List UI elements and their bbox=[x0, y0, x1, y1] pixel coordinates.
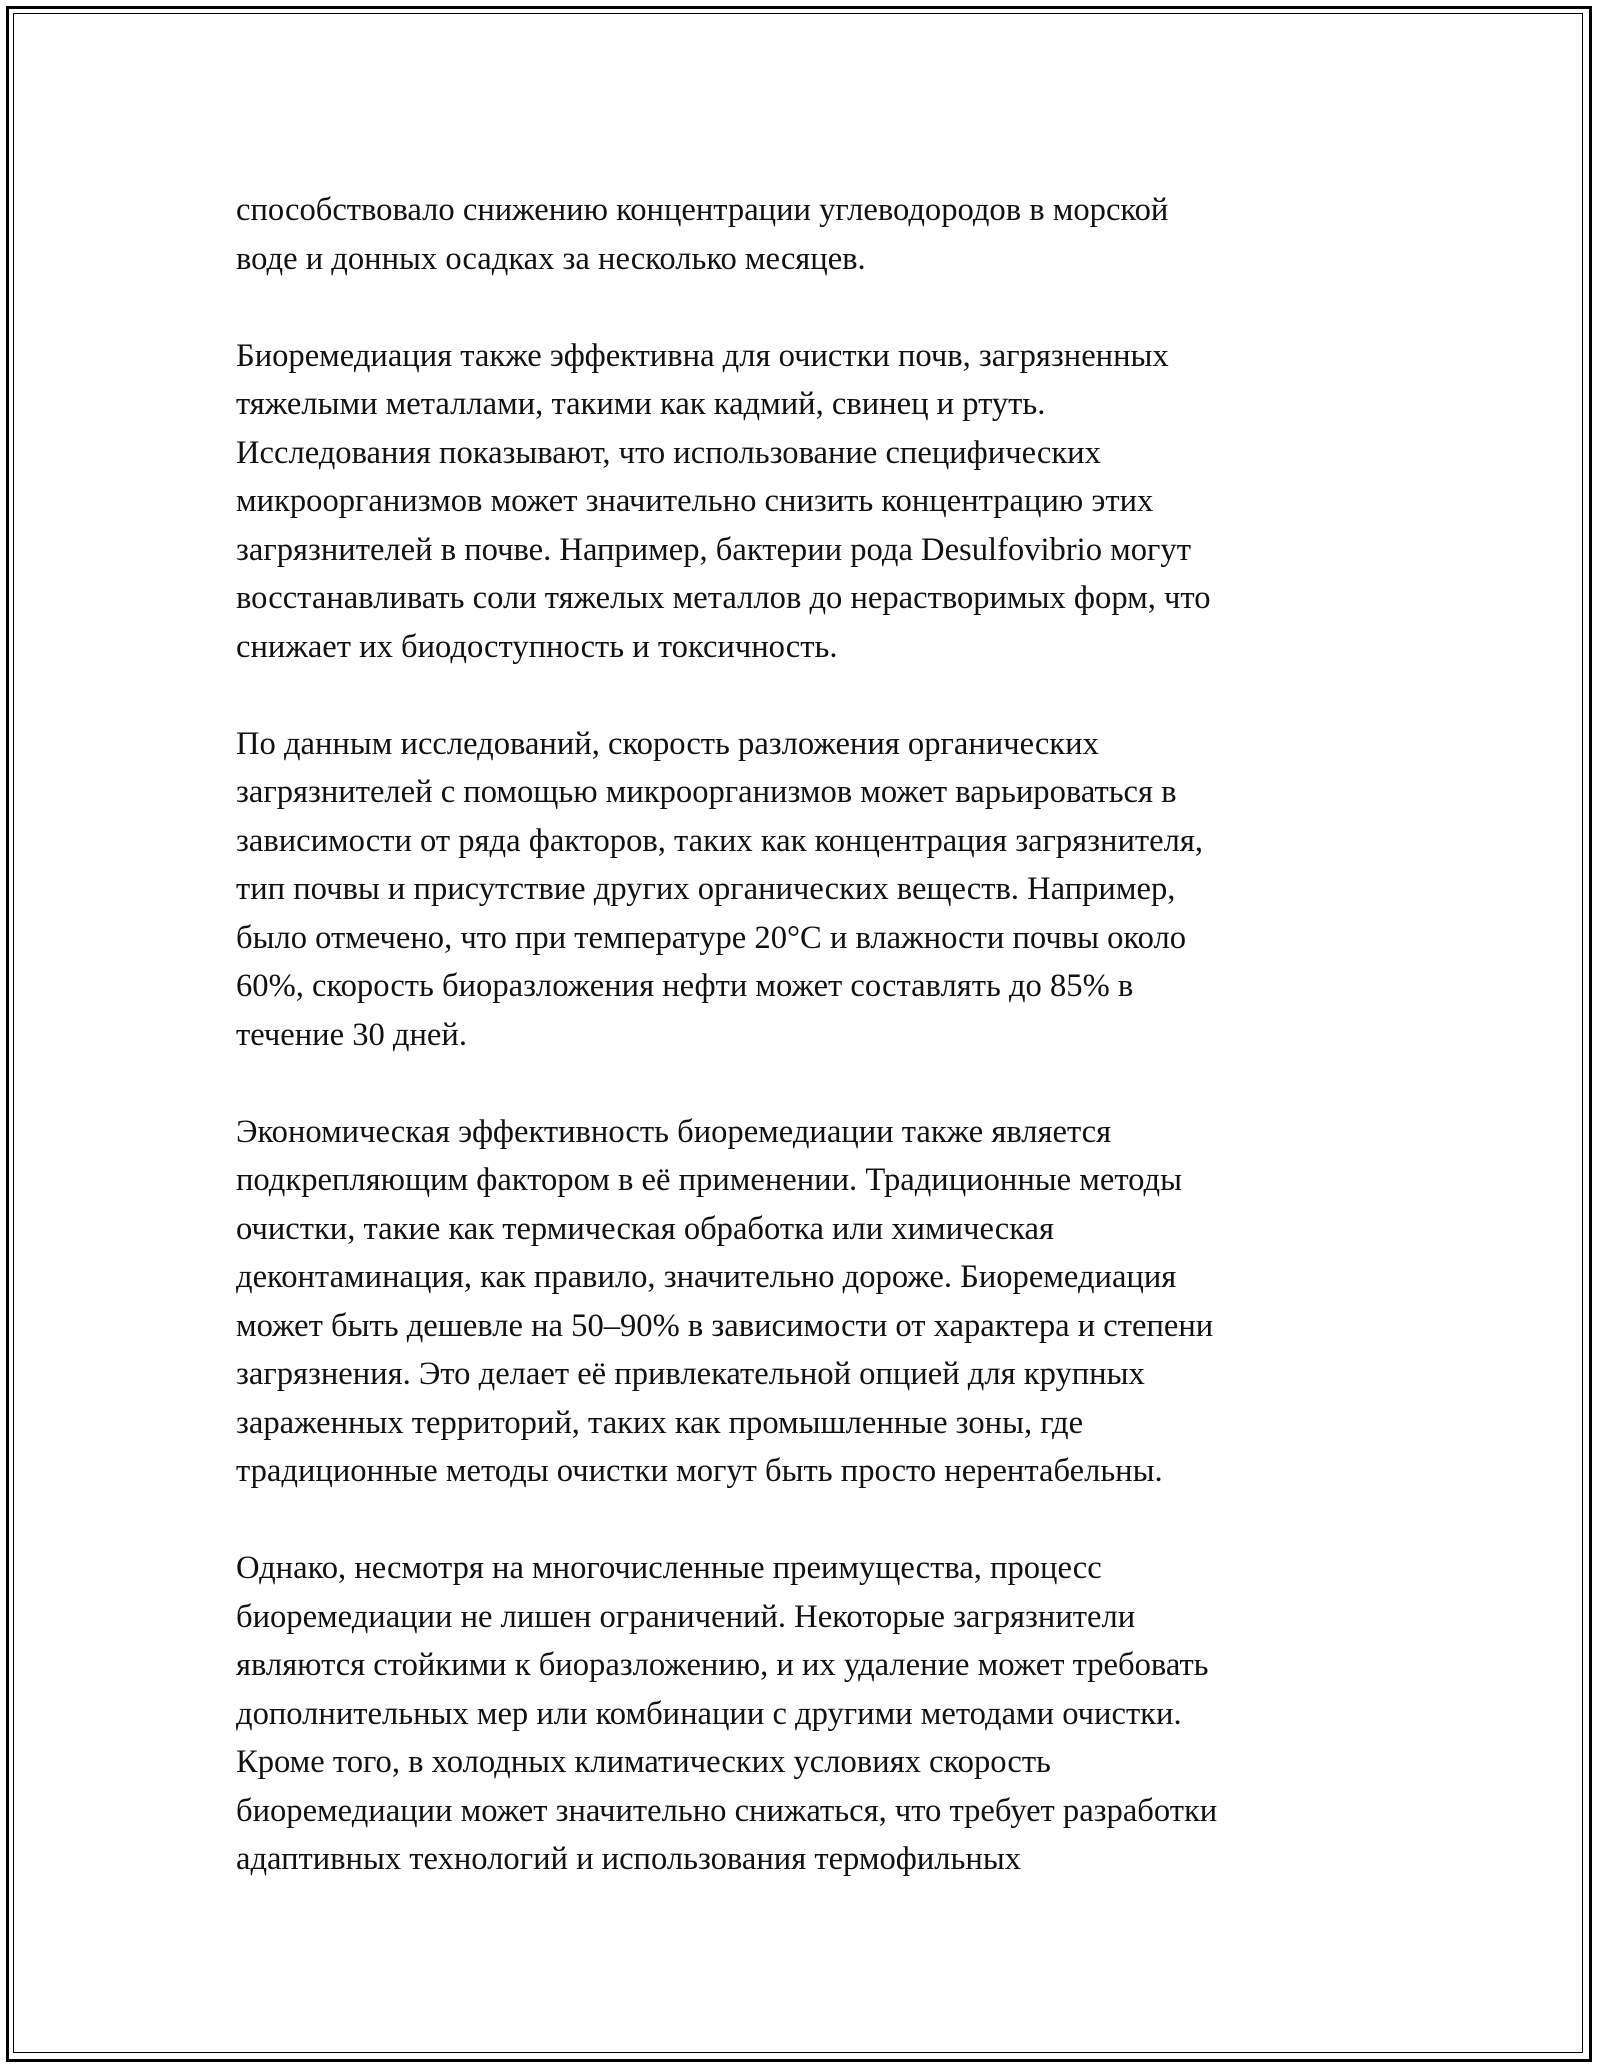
text-line: загрязнителей в почве. Например, бактерии рода Desulfovibrio могут bbox=[236, 531, 1191, 568]
document-body bbox=[236, 186, 1356, 1932]
text-line: снижает их биодоступность и токсичность. bbox=[236, 628, 838, 665]
text-line: тяжелыми металлами, такими как кадмий, свинец и ртуть. bbox=[236, 386, 1046, 422]
text-line: Кроме того, в холодных климатических условиях скорость bbox=[236, 1744, 1051, 1780]
text-line: Экономическая эффективность биоремедиации также является bbox=[236, 1113, 1112, 1150]
paragraph-4 bbox=[236, 1108, 1356, 1496]
text-line: деконтаминация, как правило, значительно дороже. Биоремедиация bbox=[236, 1259, 1177, 1295]
text-line: биоремедиации может значительно снижаться, что требует разработки bbox=[236, 1792, 1218, 1829]
text-line: загрязнения. Это делает её привлекательной опцией для крупных bbox=[236, 1356, 1145, 1392]
text-line: являются стойкими к биоразложению, и их удаление может требовать bbox=[236, 1647, 1209, 1683]
paragraph-1 bbox=[236, 186, 1356, 283]
text-line: микроорганизмов может значительно снизить концентрацию этих bbox=[236, 483, 1154, 519]
text-line: может быть дешевле на 50–90% в зависимости от характера и степени bbox=[236, 1307, 1214, 1344]
text-line: 60%, скорость биоразложения нефти может составлять до 85% в bbox=[236, 968, 1134, 1004]
text-line: течение 30 дней. bbox=[236, 1016, 467, 1053]
paragraph-3 bbox=[236, 720, 1356, 1060]
text-line: зараженных территорий, таких как промышленные зоны, где bbox=[236, 1404, 1084, 1441]
text-line: традиционные методы очистки могут быть просто нерентабельны. bbox=[236, 1453, 1163, 1489]
text-line: восстанавливать соли тяжелых металлов до нерастворимых форм, что bbox=[236, 580, 1211, 616]
text-line: воде и донных осадках за несколько месяцев. bbox=[236, 240, 866, 277]
text-line: способствовало снижению концентрации углеводородов в морской bbox=[236, 192, 1169, 228]
text-line: Биоремедиация также эффективна для очистки почв, загрязненных bbox=[236, 337, 1169, 374]
paragraph-2 bbox=[236, 332, 1356, 672]
text-line: загрязнителей с помощью микроорганизмов может варьироваться в bbox=[236, 774, 1177, 810]
text-line: Исследования показывают, что использование специфических bbox=[236, 434, 1101, 471]
text-line: зависимости от ряда факторов, таких как концентрация загрязнителя, bbox=[236, 822, 1203, 859]
text-line: По данным исследований, скорость разложения органических bbox=[236, 725, 1099, 762]
text-line: адаптивных технологий и использования термофильных bbox=[236, 1841, 1022, 1877]
text-line: биоремедиации не лишен ограничений. Некоторые загрязнители bbox=[236, 1598, 1136, 1635]
paragraph-5 bbox=[236, 1544, 1356, 1884]
text-line: подкрепляющим фактором в её применении. Традиционные методы bbox=[236, 1162, 1182, 1198]
text-line: Однако, несмотря на многочисленные преимущества, процесс bbox=[236, 1550, 1102, 1586]
text-line: тип почвы и присутствие других органических веществ. Например, bbox=[236, 871, 1176, 907]
text-line: было отмечено, что при температуре 20°C и влажности почвы около bbox=[236, 919, 1186, 956]
text-line: дополнительных мер или комбинации с другими методами очистки. bbox=[236, 1695, 1182, 1732]
text-line: очистки, такие как термическая обработка или химическая bbox=[236, 1210, 1054, 1247]
